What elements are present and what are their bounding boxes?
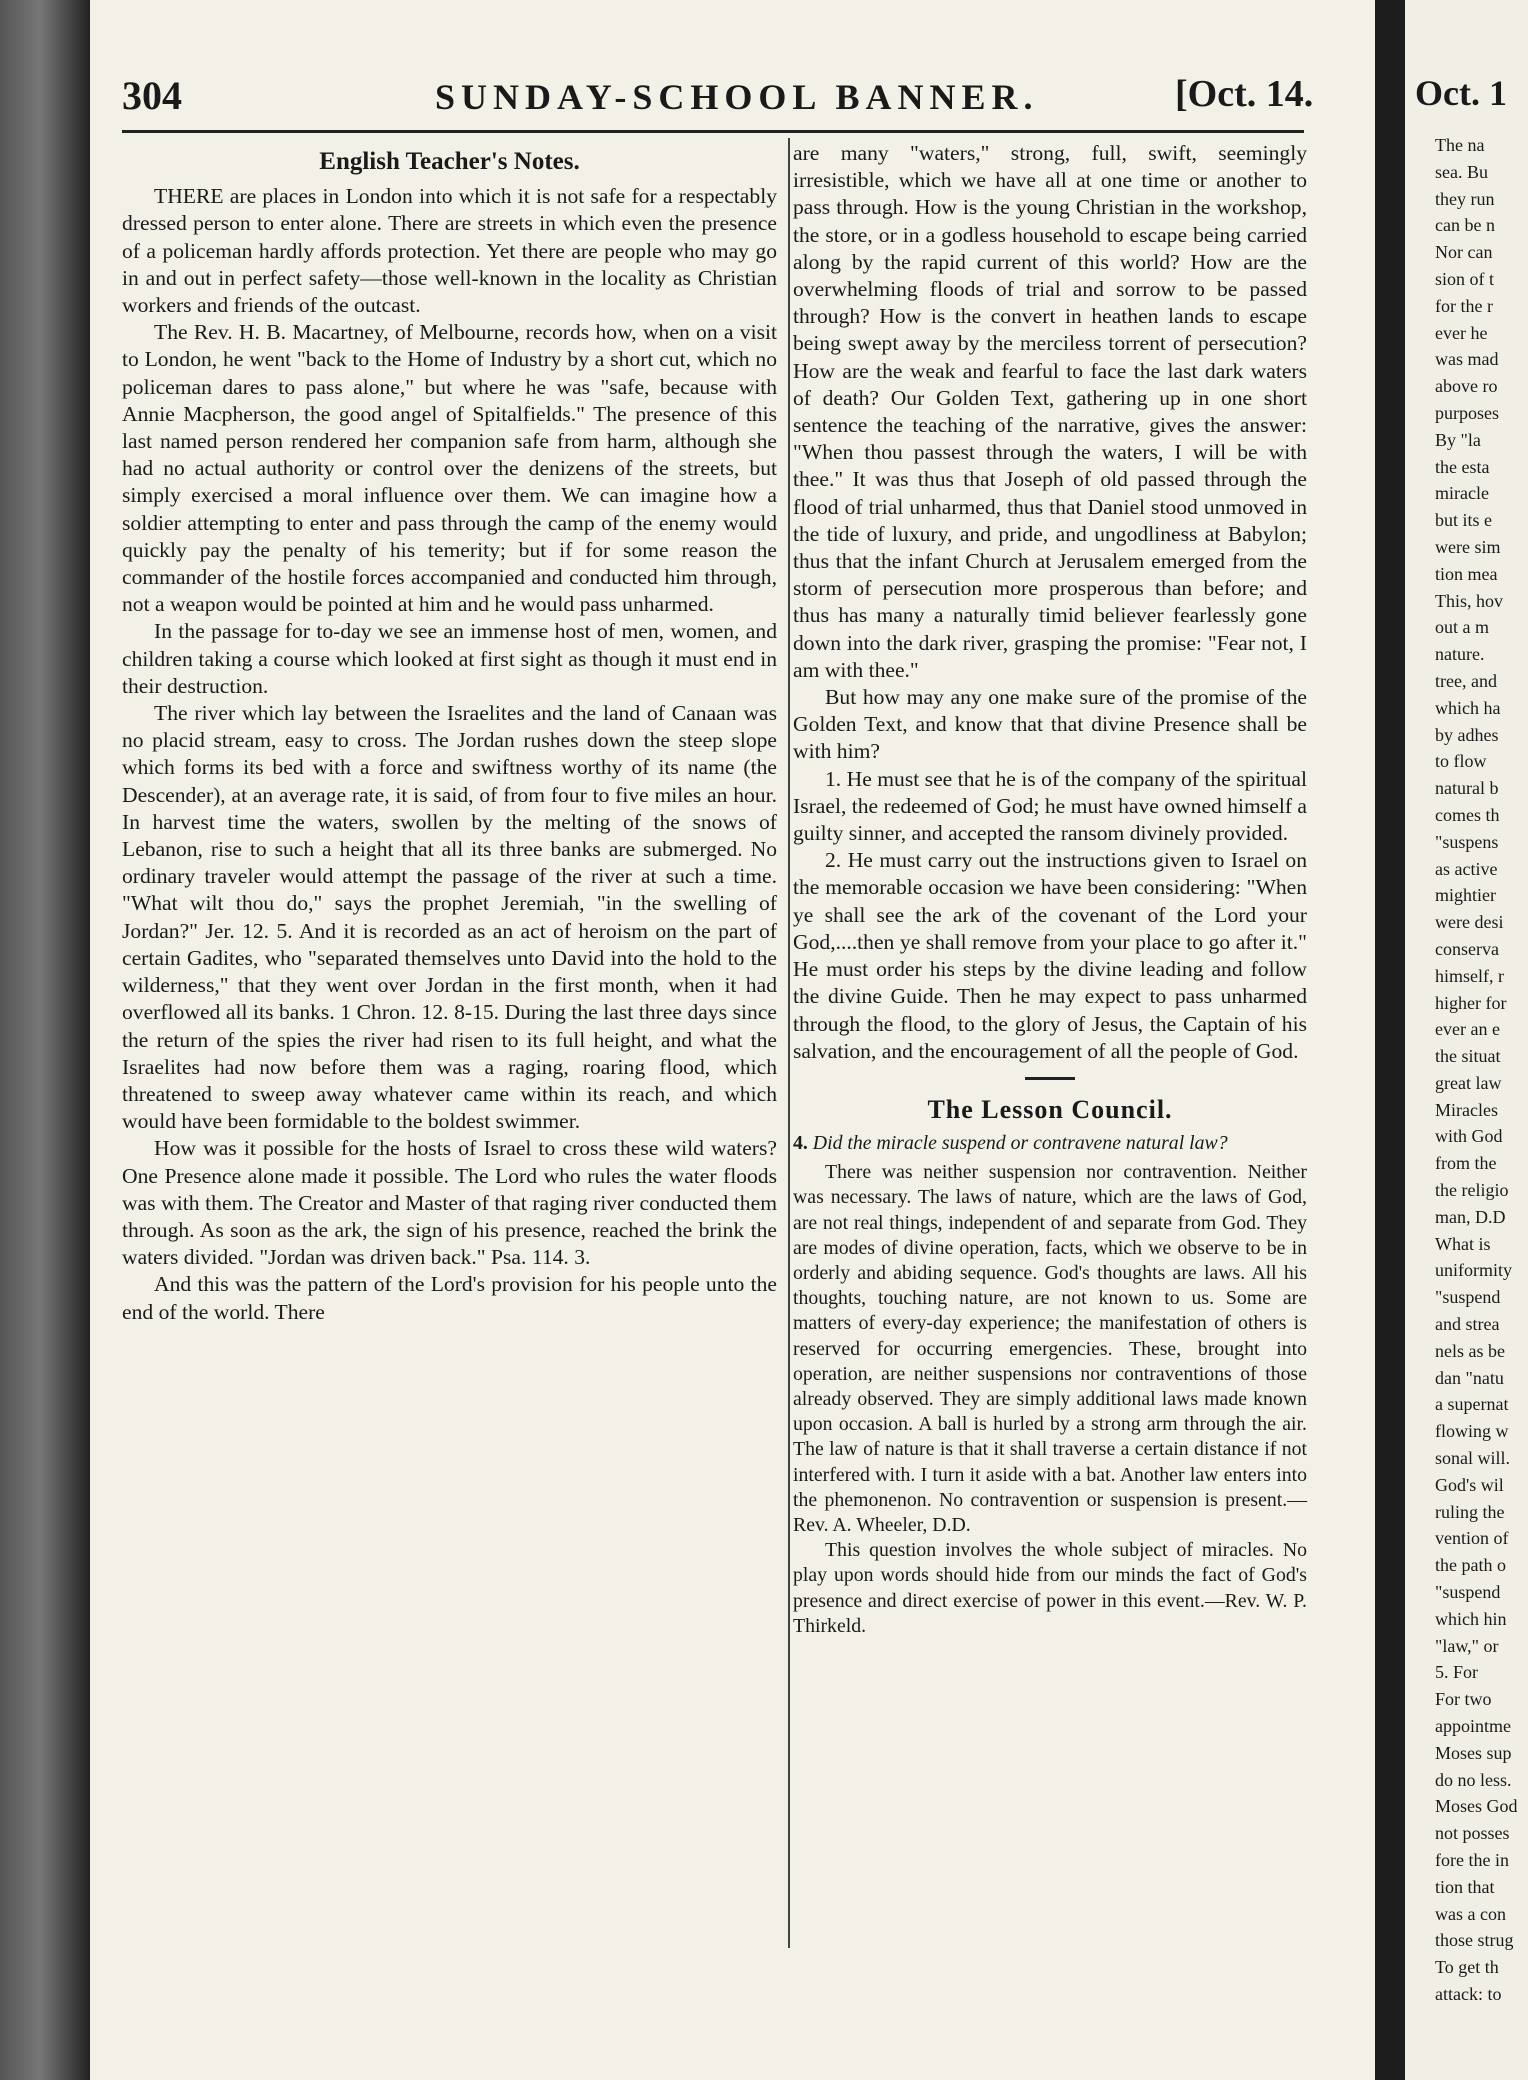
facing-page-line: which ha: [1435, 697, 1501, 718]
facing-page-line: tion mea: [1435, 563, 1498, 584]
facing-page-line: "law," or: [1435, 1635, 1499, 1656]
facing-page-line: sonal will.: [1435, 1448, 1510, 1469]
facing-page-line: the situat: [1435, 1046, 1501, 1067]
facing-page-line: "suspens: [1435, 831, 1499, 852]
page-number: 304: [122, 73, 182, 118]
paragraph: How was it possible for the hosts of Israel to cross these wild waters? One Presence alone made it possible. The Lord who rules the water floods was with them. The Creator and Master of that raging river conducted them through. As soon as the ark, the sign of his presence, reached the brink the waters divided. "Jordan was driven back." Psa. 114. 3.: [122, 1136, 777, 1270]
facing-page-line: Nor can: [1435, 242, 1493, 263]
question-text: Did the miracle suspend or contravene natural law?: [812, 1132, 1228, 1155]
facing-page-line: sion of t: [1435, 268, 1495, 289]
facing-page-line: a supernat: [1435, 1394, 1509, 1415]
facing-page-line: those strug: [1435, 1930, 1514, 1951]
section-divider: [1025, 1077, 1075, 1080]
facing-page-line: by adhes: [1435, 724, 1499, 745]
facing-page-line: as active: [1435, 858, 1498, 879]
facing-page-line: mightier: [1435, 885, 1496, 906]
council-question: [793, 1131, 1307, 1156]
facing-page-line: with God: [1435, 1126, 1503, 1147]
facing-page-line: miracle: [1435, 483, 1489, 504]
facing-page-line: the religio: [1435, 1180, 1509, 1201]
facing-page-text: [1435, 132, 1518, 2008]
facing-page-line: 5. For: [1435, 1662, 1479, 1683]
paragraph: But how may any one make sure of the promise of the Golden Text, and know that that divine Presence shall be with him?: [793, 685, 1307, 764]
facing-page-line: dan "natu: [1435, 1367, 1504, 1388]
facing-page-line: tion that: [1435, 1876, 1495, 1897]
facing-page-line: were sim: [1435, 536, 1501, 557]
column-rule: [788, 138, 790, 1948]
facing-page-line: For two: [1435, 1689, 1492, 1710]
header-rule: [122, 130, 1304, 133]
question-number: 4.: [793, 1132, 808, 1155]
facing-page-line: can be n: [1435, 215, 1495, 236]
facing-page-line: great law: [1435, 1072, 1502, 1093]
facing-page-line: from the: [1435, 1153, 1497, 1174]
facing-page-line: comes th: [1435, 804, 1500, 825]
facing-page-line: flowing w: [1435, 1421, 1509, 1442]
facing-page-line: ever an e: [1435, 1019, 1500, 1040]
paragraph: THERE are places in London into which it is not safe for a respectably dressed person to enter alone. There are streets in which even the presence of a policeman hardly affords protection. Yet there are people who may go in and out in perfect safety—those well-known in the locality as Christian workers and friends of the outcast.: [122, 184, 777, 318]
facing-page-line: but its e: [1435, 510, 1492, 531]
facing-page-line: "suspend: [1435, 1582, 1501, 1603]
facing-page-line: and strea: [1435, 1314, 1500, 1335]
facing-page-line: out a m: [1435, 617, 1489, 638]
paragraph: 1. He must see that he is of the company of the spiritual Israel, the redeemed of God; he must have owned himself a guilty sinner, and accepted the ransom divinely provided.: [793, 766, 1307, 846]
facing-page-line: vention of: [1435, 1528, 1509, 1549]
facing-page-line: purposes: [1435, 402, 1499, 423]
facing-page-line: Miracles: [1435, 1099, 1498, 1120]
right-column: [793, 140, 1307, 1639]
facing-page-line: higher for: [1435, 992, 1507, 1013]
facing-page-line: This, hov: [1435, 590, 1504, 611]
paragraph: And this was the pattern of the Lord's provision for his people unto the end of the world. There: [122, 1272, 777, 1324]
facing-page-line: they run: [1435, 188, 1495, 209]
paragraph: 2. He must carry out the instructions given to Israel on the memorable occasion we have been considering: "When ye shall see the ark of the covenant of the Lord your God,....then ye shall remove from your place to go after it." He must order his steps by the divine leading and follow the divine Guide. Then he may expect to pass unharmed through the flood, to the glory of Jesus, the Captain of his salvation, and the encouragement of all the people of God.: [793, 848, 1307, 1063]
facing-page-line: tree, and: [1435, 670, 1497, 691]
facing-page-line: for the r: [1435, 295, 1493, 316]
paragraph: In the passage for to-day we see an immense host of men, women, and children taking a course which looked at first sight as though it must end in their destruction.: [122, 619, 777, 698]
facing-page-line: To get th: [1435, 1957, 1499, 1978]
facing-page-line: man, D.D: [1435, 1206, 1506, 1227]
facing-page-line: was mad: [1435, 349, 1499, 370]
facing-page-line: uniformity: [1435, 1260, 1512, 1281]
facing-page-line: What is: [1435, 1233, 1491, 1254]
facing-page-line: conserva: [1435, 938, 1499, 959]
page-gutter: [1375, 0, 1405, 2080]
council-answer: This question involves the whole subject of miracles. No play upon words should hide from our minds the fact of God's presence and direct exercise of power in this event.—Rev. W. P. Thirkeld.: [793, 1539, 1307, 1637]
facing-page-line: The na: [1435, 135, 1485, 155]
facing-page-line: ever he: [1435, 322, 1488, 343]
facing-page-line: nature.: [1435, 644, 1485, 665]
facing-page: [1405, 0, 1528, 2080]
issue-date: [Oct. 14.: [1175, 73, 1314, 115]
facing-page-line: to flow: [1435, 751, 1487, 772]
book-edge: [0, 0, 90, 2080]
facing-page-line: the esta: [1435, 456, 1490, 477]
facing-page-line: appointme: [1435, 1716, 1511, 1737]
section-title-english-teachers-notes: English Teacher's Notes.: [319, 148, 580, 175]
paragraph: The river which lay between the Israelites and the land of Canaan was no placid stream, easy to cross. The Jordan rushes down the steep slope which forms its bed with a force and swiftness worthy of its name (the Descender), at an average rate, it is said, of from four to five miles an hour. In harvest time the waters, swollen by the melting of the snows of Lebanon, rise to such a height that all its three banks are submerged. No ordinary traveler would attempt the passage of the river at such a time. "What wilt thou do," says the prophet Jeremiah, "in the swelling of Jordan?" Jer. 12. 5. And it is recorded as an act of heroism on the part of certain Gadites, who "separated themselves unto David into the hold to the wilderness," that they went over Jordan in the first month, when it had overflowed all its banks. 1 Chron. 12. 8-15. During the last three days since the return of the spies the river had risen to its full height, and what the Israelites had now before them was a raging, roaring flood, which threatened to sweep away whatever came within its reach, and which would have been formidable to the boldest swimmer.: [122, 701, 777, 1134]
facing-page-line: was a con: [1435, 1903, 1506, 1924]
facing-page-line: not posses: [1435, 1823, 1510, 1844]
facing-page-line: Moses God: [1435, 1796, 1518, 1817]
facing-page-line: do no less.: [1435, 1769, 1512, 1790]
facing-page-line: natural b: [1435, 778, 1499, 799]
facing-page-line: were desi: [1435, 912, 1504, 933]
facing-page-line: sea. Bu: [1435, 161, 1488, 182]
facing-page-line: ruling the: [1435, 1501, 1505, 1522]
facing-page-line: fore the in: [1435, 1850, 1509, 1870]
facing-page-header: Oct. 1: [1415, 73, 1507, 113]
paragraph: The Rev. H. B. Macartney, of Melbourne, records how, when on a visit to London, he went "back to the Home of Industry by a short cut, which no policeman dares to pass alone," but where he was "safe, because with Annie Macpherson, the good angel of Spitalfields." The presence of this last named person rendered her companion safe from harm, although she had no actual authority or control over the denizens of the streets, but simply exercised a moral influence over them. We can imagine how a soldier attempting to enter and pass through the camp of the enemy would quickly pay the penalty of his temerity; but if for some reason the commander of the hostile forces accompanied and conducted him through, not a weapon would be pointed at him and he would pass unharmed.: [122, 320, 777, 617]
facing-page-line: attack: to: [1435, 1983, 1502, 2004]
facing-page-line: above ro: [1435, 376, 1498, 397]
facing-page-line: By "la: [1435, 429, 1481, 450]
paragraph: are many "waters," strong, full, swift, seemingly irresistible, which we have all at one time or another to pass through. How is the young Christian in the workshop, the store, or in a godless household to escape being carried along by the rapid current of this world? How are the overwhelming floods of trial and sorrow to be passed through? How is the convert in heathen lands to escape being swept away by the merciless torrent of persecution? How are the weak and fearful to face the last dark waters of death? Our Golden Text, gathering up in one short sentence the teaching of the narrative, gives the answer: "When thou passest through the waters, I will be with thee." It was thus that Joseph of old passed through the flood of trial unharmed, thus that Daniel stood unmoved in the tide of luxury, and pride, and ungodliness at Babylon; thus that the infant Church at Jerusalem emerged from the storm of persecution more prosperous than before; and thus has many a naturally timid believer fearlessly gone down into the dark river, grasping the promise: "Fear not, I am with thee.": [793, 141, 1307, 682]
left-column: [122, 140, 777, 1326]
facing-page-line: himself, r: [1435, 965, 1504, 986]
facing-page-line: God's wil: [1435, 1474, 1504, 1495]
section-title-lesson-council: The Lesson Council.: [927, 1094, 1173, 1124]
council-answer: There was neither suspension nor contravention. Neither was necessary. The laws of nature, which are the laws of God, are not real things, independent of and separate from God. They are modes of divine operation, facts, which we observe to be in orderly and abiding sequence. God's thoughts are laws. All his thoughts, touching nature, are not known to us. Some are matters of every-day experience; the manifestation of others is reserved for occurring emergencies. These, brought into operation, are neither suspensions nor contraventions of those already observed. They are simply additional laws made known upon occasion. A ball is hurled by a strong arm through the air. The law of nature is that it shall traverse a certain distance if not interfered with. I turn it aside with a bat. Another law enters into the phemonenon. No contravention or suspension is present.—Rev. A. Wheeler, D.D.: [793, 1161, 1307, 1536]
facing-page-line: "suspend: [1435, 1287, 1501, 1308]
facing-page-line: which hin: [1435, 1608, 1507, 1629]
running-title: SUNDAY-SCHOOL BANNER.: [435, 77, 1039, 117]
facing-page-line: Moses sup: [1435, 1742, 1512, 1763]
facing-page-line: the path o: [1435, 1555, 1506, 1576]
facing-page-line: nels as be: [1435, 1340, 1505, 1361]
